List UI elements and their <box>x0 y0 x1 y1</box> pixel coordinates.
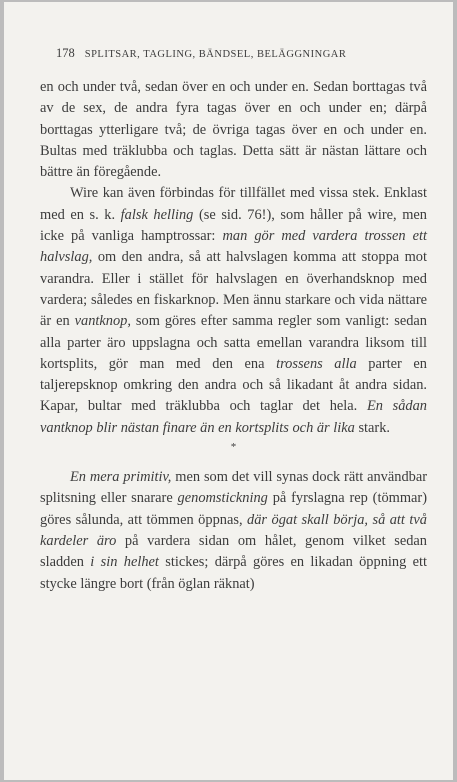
p3-italic-1: En mera primitiv, <box>70 469 172 486</box>
p3-text-2: på fyrslagna rep (tömmar) göres sålunda, att tömmen öppnas, <box>40 490 427 528</box>
running-head: SPLITSAR, TAGLING, BÄNDSEL, BELÄGGNINGAR <box>84 49 347 60</box>
p2-italic-2: man gör med vardera trossen ett halvslag, <box>40 228 427 266</box>
p2-italic-1: falsk helling <box>120 206 194 223</box>
p3-italic-2: genomstickning <box>177 490 268 507</box>
p2-text-5: parter en taljerepsknop omkring den andra och så likadant åt andra sidan. Kapar, bultar med träklubba och taglar det hela. <box>40 355 427 415</box>
paragraph-3 <box>40 467 427 595</box>
body-text <box>40 77 427 595</box>
book-page <box>4 2 453 780</box>
p2-text-2: (se sid. 76!), som håller på wire, men icke på vanliga hamptrossar: <box>40 206 427 245</box>
p2-italic-4: trossens alla <box>276 355 357 372</box>
p2-text-1: Wire kan även förbindas för tillfället med vissa stek. Enklast med en s. k. <box>40 185 427 223</box>
paragraph-2 <box>40 183 427 439</box>
p3-italic-4: i sin helhet <box>90 554 159 571</box>
p2-text-3: om den andra, så att halvslagen komma att stoppa mot varandra. Eller i stället för halvslagen en överhandsknop med vardera; således en fiskarknop. Men ännu starkare och vida nättare är en <box>40 249 427 330</box>
p3-text-4: stickes; därpå göres en likadan öppning ett stycke längre bort (från öglan räknat) <box>40 554 427 592</box>
p2-text-4: som göres efter samma regler som vanligt: sedan alla parter äro uppslagna och satta emellan varandra liksom till kortsplits, gör man med den ena <box>40 313 427 372</box>
p3-text-1: men som det vill synas dock rätt användbar splitsning eller snarare <box>40 469 428 507</box>
page-header <box>56 46 427 61</box>
p3-text-3: på vardera sidan om hålet, genom vilket sedan sladden <box>40 532 427 571</box>
page-number: 178 <box>56 46 75 60</box>
p2-italic-5: En sådan vantknop blir nästan finare än en kortsplits och är lika <box>40 398 427 436</box>
p3-italic-3: där ögat skall börja, så att två kardeler äro <box>40 511 427 549</box>
paragraph-1: en och under två, sedan över en och under en. Sedan borttagas två av de sex, de andra fyra tagas över en och under en; därpå borttagas ytterligare två; de övriga tagas över en och under en. Bultas med träklubba och taglas. Detta sätt är nästan lättare och bättre än föregående. <box>40 79 427 181</box>
section-separator: * <box>230 441 237 454</box>
p2-italic-3: vantknop, <box>74 313 131 330</box>
p2-text-6: stark. <box>354 419 391 436</box>
